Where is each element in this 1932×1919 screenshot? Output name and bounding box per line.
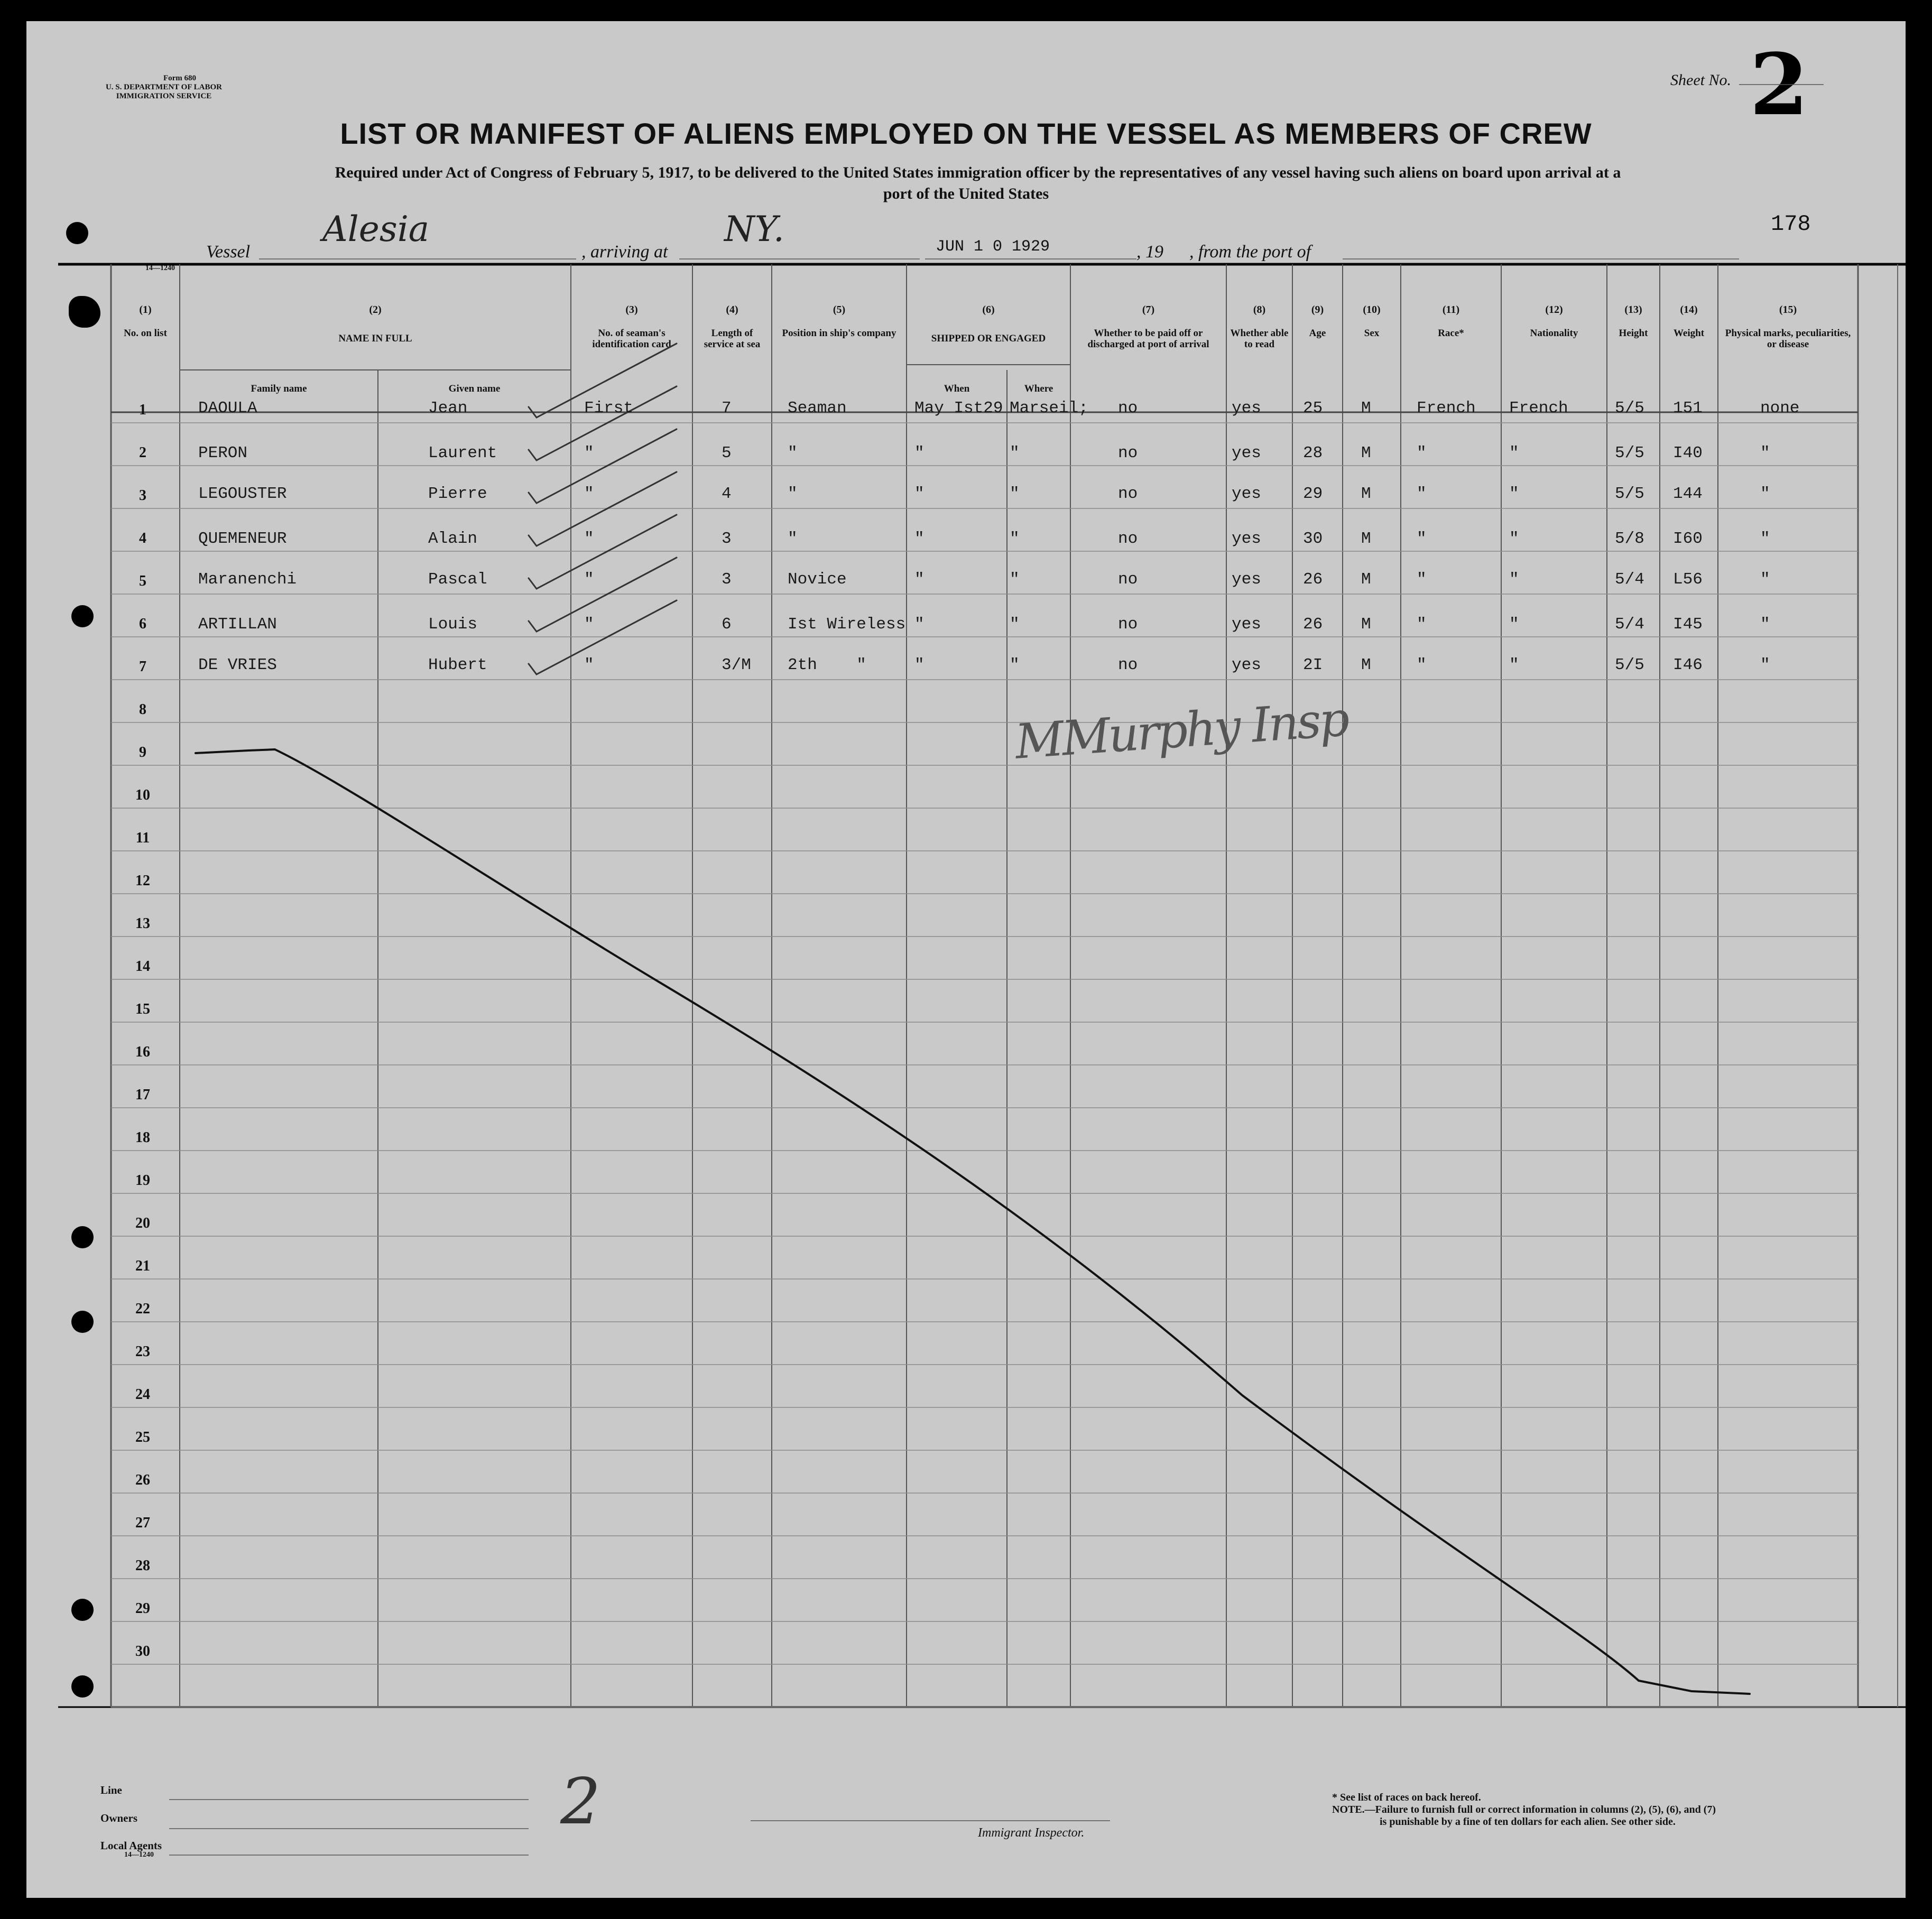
- footer-inspector-label: Immigrant Inspector.: [978, 1826, 1085, 1840]
- column-heading: No. on list: [124, 328, 167, 339]
- column-number: (9): [1311, 304, 1324, 316]
- crew-family-cell: ARTILLAN: [198, 615, 277, 634]
- crew-nationality-cell: ": [1509, 656, 1519, 674]
- crew-position-cell: ": [788, 485, 798, 503]
- crew-where-cell: ": [1010, 570, 1020, 589]
- row-number: 20: [135, 1215, 150, 1231]
- column-heading: NAME IN FULL: [338, 333, 412, 344]
- crew-given-cell: Alain: [428, 530, 478, 548]
- crew-given-cell: Pierre: [428, 485, 487, 503]
- column-subheading: When: [944, 383, 970, 394]
- crew-marks-cell: ": [1760, 615, 1770, 634]
- crew-service-cell: 6: [722, 615, 732, 634]
- crew-position-cell: Novice: [788, 570, 847, 589]
- crew-position-cell: Seaman: [788, 399, 847, 418]
- crew-marks-cell: ": [1760, 656, 1770, 674]
- row-number: 2: [139, 444, 146, 461]
- crew-given-cell: Jean: [428, 399, 468, 418]
- crew-sex-cell: M: [1361, 656, 1371, 674]
- crew-weight-cell: I46: [1673, 656, 1703, 674]
- crew-read-cell: yes: [1232, 444, 1261, 462]
- crew-nationality-cell: ": [1509, 485, 1519, 503]
- footer-owners-label: Owners: [100, 1812, 137, 1824]
- vessel-label: Vessel: [206, 242, 251, 262]
- check-mark: [529, 386, 677, 460]
- column-heading: Whether able to read: [1230, 328, 1289, 350]
- crew-height-cell: 5/8: [1615, 530, 1644, 548]
- column-heading: Sex: [1364, 328, 1380, 339]
- crew-age-cell: 30: [1303, 530, 1323, 548]
- manifest-subtitle-line1: Required under Act of Congress of February 5, 1917, to be delivered to the United States immigration officer by the representatives of any vessel having such aliens on board upon arrival at a: [335, 164, 1621, 181]
- column-heading: Height: [1619, 328, 1648, 339]
- column-heading: Physical marks, peculiarities, or disease: [1725, 328, 1851, 350]
- footer-note-line1: NOTE.—Failure to furnish full or correct information in columns (2), (5), (6), and (7): [1332, 1804, 1716, 1815]
- crew-race-cell: ": [1417, 444, 1427, 462]
- crew-given-cell: Louis: [428, 615, 478, 634]
- check-mark: [529, 600, 677, 674]
- column-heading: Position in ship's company: [782, 328, 896, 339]
- crew-read-cell: yes: [1232, 570, 1261, 589]
- row-number: 29: [135, 1600, 150, 1617]
- date-stamp: JUN 1 0 1929: [936, 238, 1050, 256]
- row-number: 27: [135, 1515, 150, 1531]
- crew-marks-cell: ": [1760, 444, 1770, 462]
- footer-agents-label: Local Agents: [100, 1839, 162, 1852]
- crew-position-cell: Ist Wireless: [788, 615, 906, 634]
- crew-paid-off-cell: no: [1118, 444, 1138, 462]
- service-label: IMMIGRATION SERVICE: [116, 92, 212, 100]
- row-number: 25: [135, 1429, 150, 1445]
- crew-paid-off-cell: no: [1118, 399, 1138, 418]
- crew-read-cell: yes: [1232, 656, 1261, 674]
- crew-given-cell: Pascal: [428, 570, 487, 589]
- crew-weight-cell: 151: [1673, 399, 1703, 418]
- row-number: 26: [135, 1472, 150, 1488]
- crew-family-cell: LEGOUSTER: [198, 485, 287, 503]
- row-number: 22: [135, 1301, 150, 1317]
- row-number: 5: [139, 573, 146, 589]
- crew-service-cell: 3: [722, 570, 732, 589]
- crew-height-cell: 5/4: [1615, 615, 1644, 634]
- column-number: (1): [139, 304, 152, 316]
- crew-race-cell: ": [1417, 485, 1427, 503]
- column-heading: Whether to be paid off or discharged at port of arrival: [1087, 328, 1209, 350]
- crew-nationality-cell: ": [1509, 444, 1519, 462]
- row-number: 11: [135, 830, 150, 846]
- sheet-number: 2: [1750, 35, 1809, 134]
- crew-paid-off-cell: no: [1118, 530, 1138, 548]
- row-number: 16: [135, 1044, 150, 1060]
- crew-height-cell: 5/5: [1615, 656, 1644, 674]
- from-port-label: , from the port of: [1189, 242, 1311, 262]
- row-number: 30: [135, 1643, 150, 1660]
- row-number: 15: [135, 1001, 150, 1017]
- crew-where-cell: ": [1010, 656, 1020, 674]
- form-number: Form 680: [163, 74, 197, 82]
- crew-service-cell: 3/M: [722, 656, 751, 674]
- crew-age-cell: 26: [1303, 615, 1323, 634]
- crew-family-cell: QUEMENEUR: [198, 530, 287, 548]
- row-number: 10: [135, 787, 150, 803]
- crew-paid-off-cell: no: [1118, 615, 1138, 634]
- punch-hole: [71, 1675, 94, 1698]
- year-label: , 19: [1136, 242, 1163, 262]
- crew-card-cell: ": [584, 656, 594, 674]
- crew-race-cell: ": [1417, 570, 1427, 589]
- crew-paid-off-cell: no: [1118, 656, 1138, 674]
- punch-hole: [71, 1226, 94, 1248]
- crew-height-cell: 5/5: [1615, 485, 1644, 503]
- crew-nationality-cell: French: [1509, 399, 1568, 418]
- manifest-sheet: [26, 21, 1906, 1898]
- crew-card-cell: ": [584, 530, 594, 548]
- column-heading: Race*: [1438, 328, 1464, 339]
- small-code-top: 14—1240: [145, 264, 175, 272]
- crew-position-cell: ": [788, 530, 798, 548]
- column-number: (7): [1142, 304, 1155, 316]
- crew-read-cell: yes: [1232, 615, 1261, 634]
- inspector-signature: MMurphy Insp: [1013, 691, 1349, 770]
- department-label: U. S. DEPARTMENT OF LABOR: [105, 83, 223, 91]
- row-number: 3: [139, 487, 146, 504]
- crew-when-cell: ": [914, 570, 925, 589]
- crew-when-cell: ": [914, 530, 925, 548]
- manifest-subtitle-line2: port of the United States: [883, 185, 1049, 202]
- row-number: 18: [135, 1129, 150, 1146]
- crew-position-cell: 2th ": [788, 656, 866, 674]
- row-number: 1: [139, 402, 146, 418]
- crew-service-cell: 5: [722, 444, 732, 462]
- strike-through-line: [196, 749, 1750, 1694]
- crew-nationality-cell: ": [1509, 615, 1519, 634]
- crew-service-cell: 3: [722, 530, 732, 548]
- crew-when-cell: ": [914, 444, 925, 462]
- column-heading: Age: [1309, 328, 1326, 339]
- crew-where-cell: Marseil;: [1010, 399, 1088, 418]
- crew-weight-cell: 144: [1673, 485, 1703, 503]
- crew-height-cell: 5/4: [1615, 570, 1644, 589]
- row-number: 8: [139, 701, 146, 718]
- crew-service-cell: 4: [722, 485, 732, 503]
- crew-paid-off-cell: no: [1118, 570, 1138, 589]
- crew-where-cell: ": [1010, 530, 1020, 548]
- crew-read-cell: yes: [1232, 399, 1261, 418]
- row-number: 14: [135, 958, 150, 975]
- footer-agents-code: 14—1240: [124, 1851, 154, 1859]
- crew-given-cell: Laurent: [428, 444, 497, 462]
- crew-read-cell: yes: [1232, 530, 1261, 548]
- footer-race-note: * See list of races on back hereof.: [1332, 1792, 1481, 1803]
- footer-line-label: Line: [100, 1784, 122, 1796]
- check-mark: [529, 515, 677, 589]
- crew-race-cell: ": [1417, 615, 1427, 634]
- column-subheading: Family name: [251, 383, 307, 394]
- footer-note-line2: is punishable by a fine of ten dollars for each alien. See other side.: [1380, 1816, 1676, 1828]
- column-number: (11): [1442, 304, 1460, 316]
- crew-marks-cell: none: [1760, 399, 1800, 418]
- crew-family-cell: DE VRIES: [198, 656, 277, 674]
- crew-when-cell: ": [914, 656, 925, 674]
- crew-weight-cell: L56: [1673, 570, 1703, 589]
- column-number: (10): [1363, 304, 1381, 316]
- column-number: (5): [833, 304, 846, 316]
- crew-card-cell: First: [584, 399, 634, 418]
- crew-sex-cell: M: [1361, 399, 1371, 418]
- check-mark: [529, 558, 677, 632]
- crew-race-cell: French: [1417, 399, 1476, 418]
- crew-nationality-cell: ": [1509, 570, 1519, 589]
- row-number: 28: [135, 1558, 150, 1574]
- crew-when-cell: May Ist29: [914, 399, 1003, 418]
- column-heading: Nationality: [1530, 328, 1578, 339]
- crew-age-cell: 28: [1303, 444, 1323, 462]
- row-number: 9: [139, 744, 146, 761]
- row-number: 17: [135, 1087, 150, 1103]
- crew-weight-cell: I40: [1673, 444, 1703, 462]
- crew-marks-cell: ": [1760, 530, 1770, 548]
- crew-height-cell: 5/5: [1615, 399, 1644, 418]
- column-number: (8): [1253, 304, 1266, 316]
- column-number: (4): [726, 304, 738, 316]
- row-number: 24: [135, 1386, 150, 1403]
- crew-marks-cell: ": [1760, 485, 1770, 503]
- row-number: 19: [135, 1172, 150, 1189]
- column-heading: SHIPPED OR ENGAGED: [931, 333, 1046, 344]
- column-number: (14): [1680, 304, 1698, 316]
- page-number: 178: [1771, 211, 1811, 237]
- row-number: 7: [139, 659, 146, 675]
- crew-race-cell: ": [1417, 656, 1427, 674]
- crew-card-cell: ": [584, 485, 594, 503]
- column-number: (15): [1779, 304, 1797, 316]
- row-number: 13: [135, 915, 150, 932]
- column-subheading: Where: [1024, 383, 1053, 394]
- crew-sex-cell: M: [1361, 615, 1371, 634]
- column-number: (3): [625, 304, 638, 316]
- crew-service-cell: 7: [722, 399, 732, 418]
- crew-card-cell: ": [584, 615, 594, 634]
- row-number: 4: [139, 530, 146, 546]
- row-number: 23: [135, 1343, 150, 1360]
- check-mark: [529, 429, 677, 503]
- crew-age-cell: 26: [1303, 570, 1323, 589]
- crew-sex-cell: M: [1361, 530, 1371, 548]
- row-number: 6: [139, 616, 146, 632]
- manifest-title: LIST OR MANIFEST OF ALIENS EMPLOYED ON THE VESSEL AS MEMBERS OF CREW: [340, 117, 1592, 150]
- crew-where-cell: ": [1010, 485, 1020, 503]
- crew-read-cell: yes: [1232, 485, 1261, 503]
- column-heading: Length of service at sea: [704, 328, 761, 350]
- crew-card-cell: ": [584, 444, 594, 462]
- crew-nationality-cell: ": [1509, 530, 1519, 548]
- punch-hole: [71, 1599, 94, 1621]
- row-number: 21: [135, 1258, 150, 1274]
- punch-hole: [71, 605, 94, 627]
- crew-family-cell: DAOULA: [198, 399, 257, 418]
- crew-sex-cell: M: [1361, 570, 1371, 589]
- crew-where-cell: ": [1010, 615, 1020, 634]
- column-number: (6): [982, 304, 995, 316]
- crew-weight-cell: I60: [1673, 530, 1703, 548]
- crew-height-cell: 5/5: [1615, 444, 1644, 462]
- check-mark: [529, 472, 677, 546]
- crew-card-cell: ": [584, 570, 594, 589]
- crew-when-cell: ": [914, 485, 925, 503]
- row-number: 12: [135, 873, 150, 889]
- arriving-label: , arriving at: [581, 242, 668, 262]
- crew-weight-cell: I45: [1673, 615, 1703, 634]
- crew-position-cell: ": [788, 444, 798, 462]
- crew-age-cell: 2I: [1303, 656, 1323, 674]
- column-number: (13): [1624, 304, 1642, 316]
- column-subheading: Given name: [448, 383, 501, 394]
- column-number: (2): [369, 304, 382, 316]
- crew-age-cell: 25: [1303, 399, 1323, 418]
- column-heading: No. of seaman's identification card: [592, 328, 671, 350]
- crew-race-cell: ": [1417, 530, 1427, 548]
- punch-hole: [66, 222, 88, 244]
- crew-given-cell: Hubert: [428, 656, 487, 674]
- crew-where-cell: ": [1010, 444, 1020, 462]
- crew-sex-cell: M: [1361, 444, 1371, 462]
- punch-hole: [71, 1311, 94, 1333]
- crew-family-cell: PERON: [198, 444, 248, 462]
- column-number: (12): [1545, 304, 1563, 316]
- crew-family-cell: Maranenchi: [198, 570, 297, 589]
- sheet-label: Sheet No.: [1670, 71, 1731, 89]
- crew-age-cell: 29: [1303, 485, 1323, 503]
- arriving-port: NY.: [724, 209, 784, 249]
- footer-handwritten-mark: 2: [560, 1765, 601, 1839]
- crew-sex-cell: M: [1361, 485, 1371, 503]
- column-heading: Weight: [1673, 328, 1705, 339]
- vessel-name: Alesia: [322, 209, 430, 249]
- manifest-grid: [26, 21, 1906, 1898]
- crew-marks-cell: ": [1760, 570, 1770, 589]
- crew-paid-off-cell: no: [1118, 485, 1138, 503]
- crew-when-cell: ": [914, 615, 925, 634]
